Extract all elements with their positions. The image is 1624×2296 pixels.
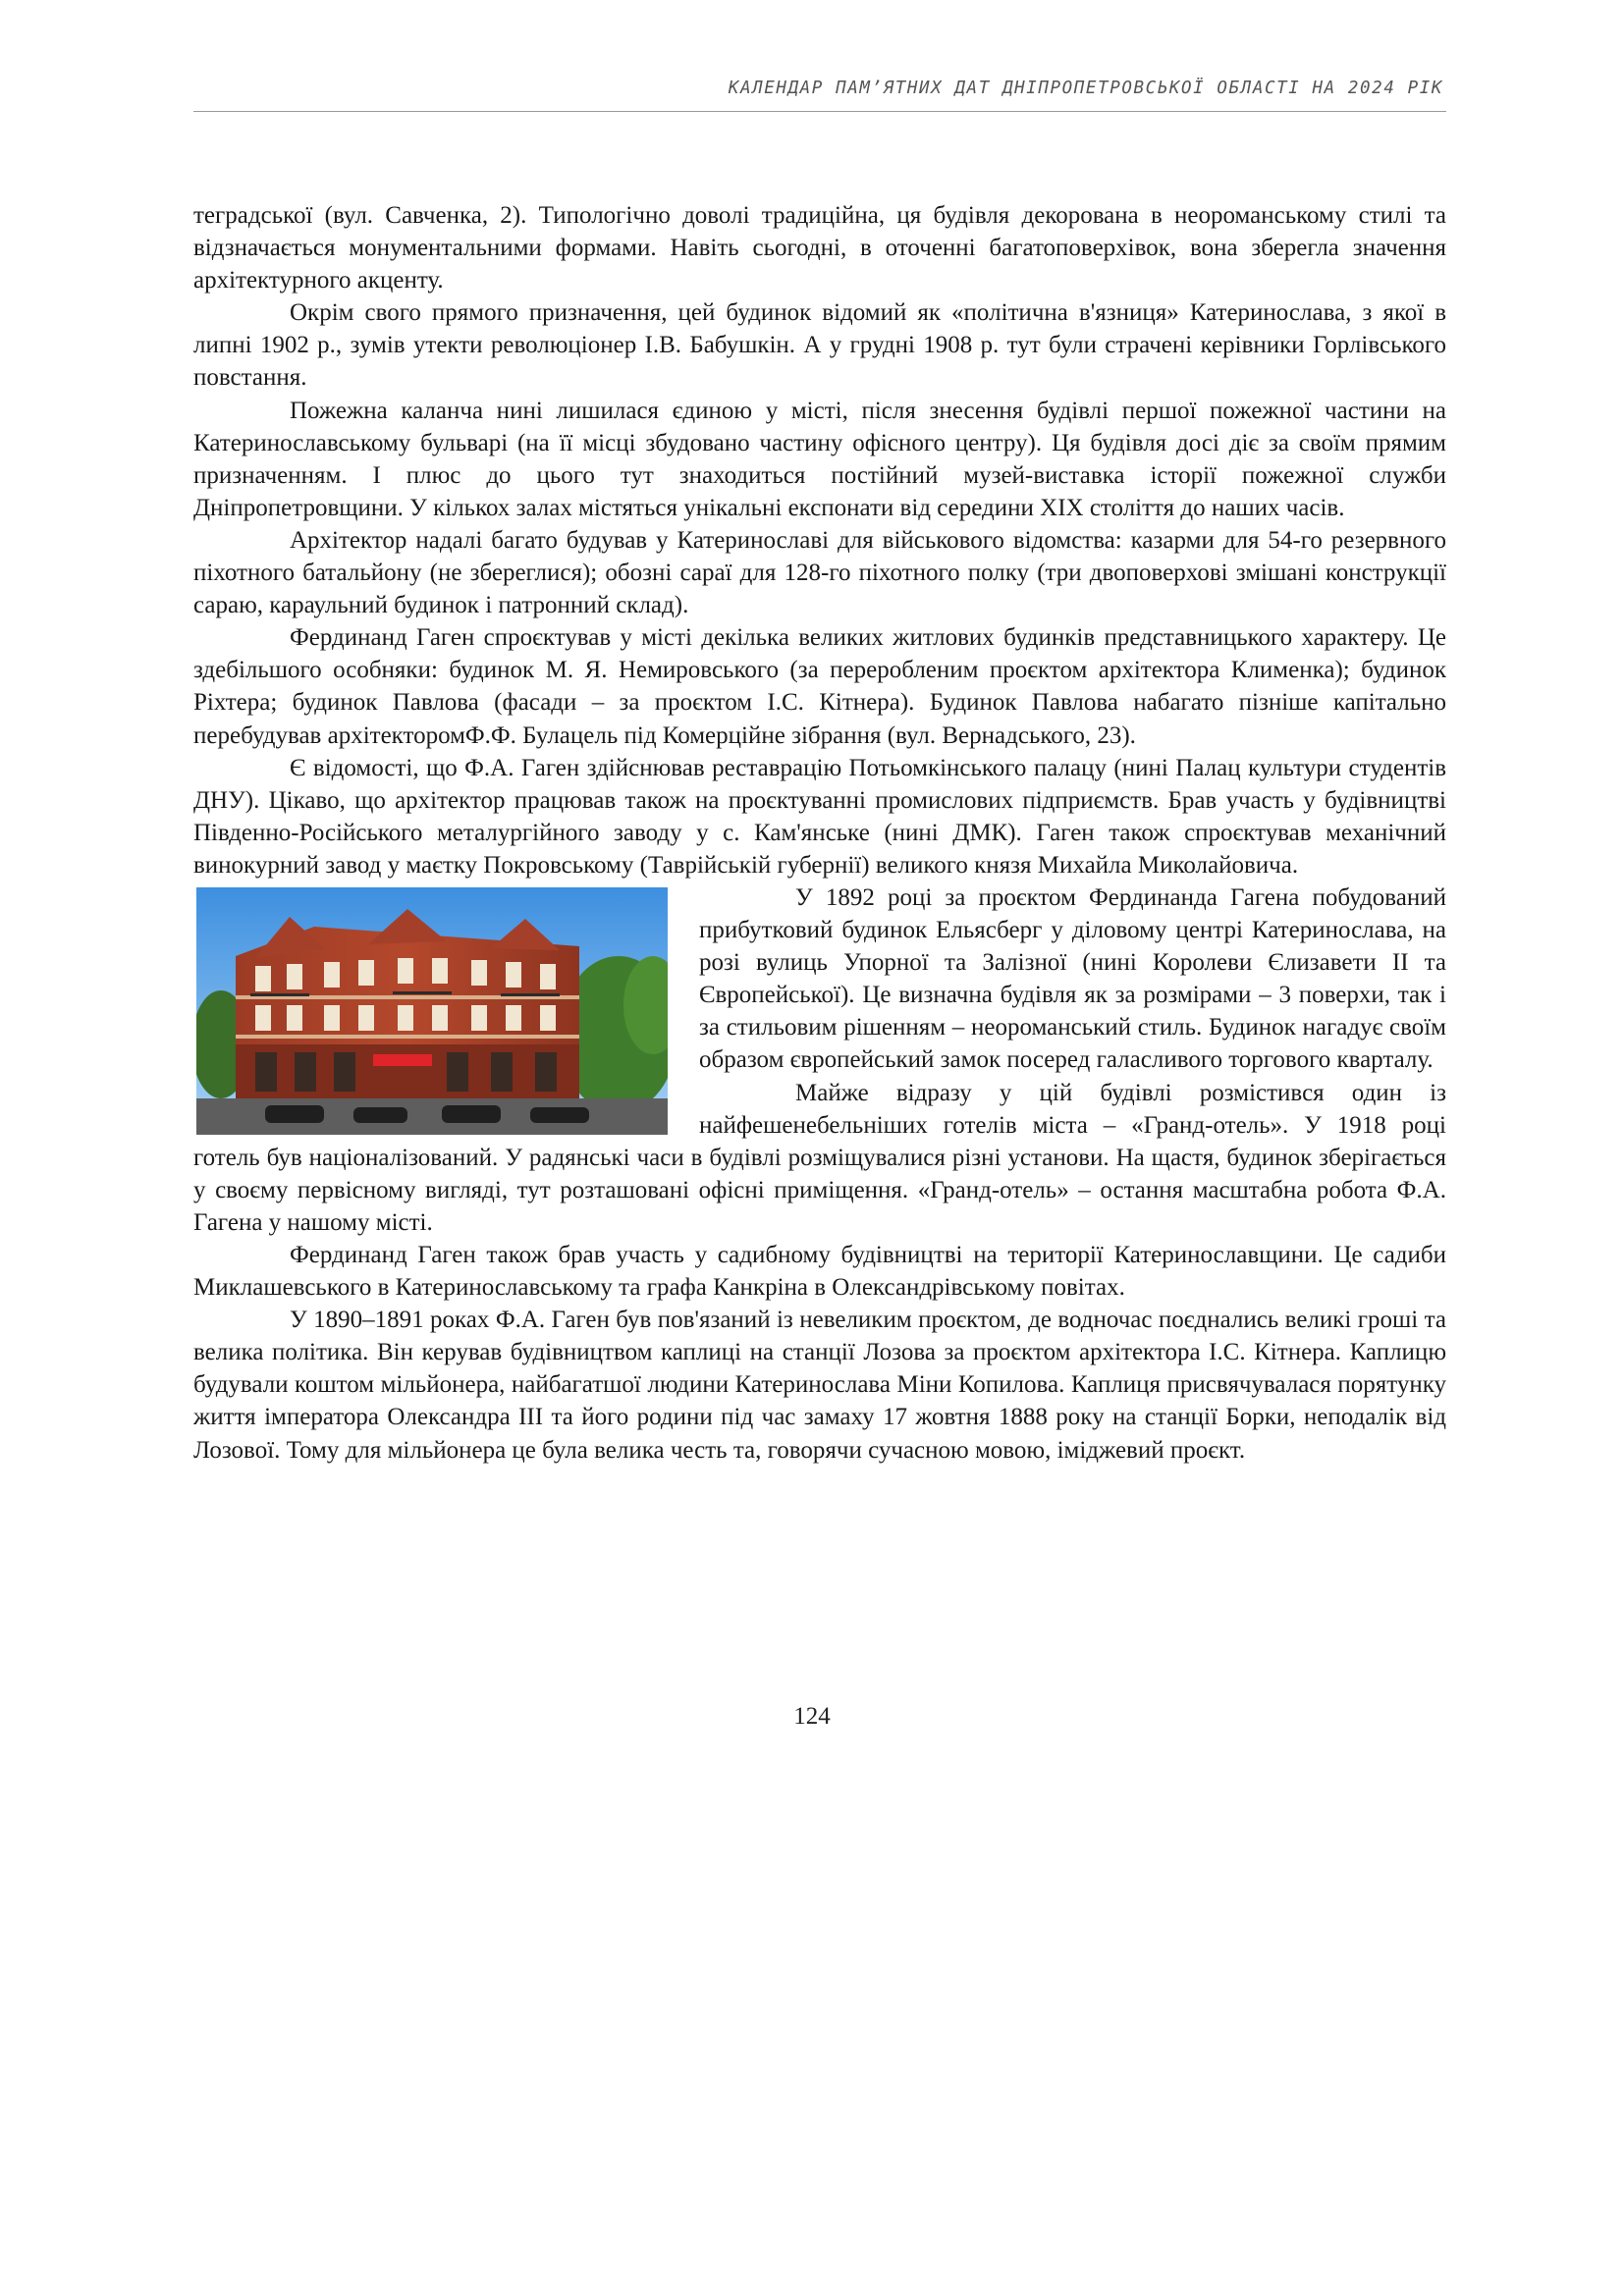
paragraph-7: У 1892 році за проєктом Фердинанда Гагена побудований прибутковий будинок Ельясберг у діловому центрі Катеринослава, на розі вулиць Упорної та Залізної (нині Королеви Єлизавети ІІ та Європейської). Це визначна будівля як за розмірами – 3 поверхи, так і за стильовим рішенням – неороманський стиль. Будинок нагадує своїм образом європейський замок посеред галасливого торгового кварталу. (699, 883, 1446, 1074)
paragraph-6: Є відомості, що Ф.А. Гаген здійснював реставрацію Потьомкінського палацу (нині Палац культури студентів ДНУ). Цікаво, що архітектор працював також на проєктуванні промислових підприємств. Брав участь у будівництві Південно-Російського металургійного заводу у с. Кам'янське (нині ДМК). Гаген також спроєктував механічний винокурний завод у маєтку Покровському (Таврійській губернії) великого князя Михайла Миколайовича. (193, 754, 1446, 879)
body-text (193, 199, 1446, 1467)
paragraph-5: Фердинанд Гаген спроєктував у місті декілька великих житлових будинків представницького характеру. Це здебільшого особняки: будинок М. Я. Немировського (за переробленим проєктом архітектора Клименка); будинок Ріхтера; будинок Павлова (фасади – за проєктом І.С. Кітнера). Будинок Павлова набагато пізніше капітально перебудував архітекторомФ.Ф. Булацель під Комерційне зібрання (вул. Вернадського, 23). (193, 624, 1446, 749)
paragraph-2: Окрім свого прямого призначення, цей будинок відомий як «політична в'язниця» Катеринослава, з якої в липні 1902 р., зумів утекти революціонер І.В. Бабушкін. А у грудні 1908 р. тут були страчені керівники Горлівського повстання. (193, 299, 1446, 392)
page-number: 124 (793, 1703, 831, 1730)
paragraph-8: Майже відразу у цій будівлі розмістився один із найфешенебельніших готелів міста – «Гранд-отель». У 1918 році готель був націоналізований. У радянські часи в будівлі розміщувалися різні установи. На щастя, будинок зберігається у своєму первісному вигляді, тут розташовані офісні приміщення. «Гранд-отель» – остання масштабна робота Ф.А. Гагена у нашому місті. (193, 1079, 1446, 1236)
paragraph-9: Фердинанд Гаген також брав участь у садибному будівництві на території Катеринославщини. Це садиби Миклашевського в Катеринославському та графа Канкріна в Олександрівському повітах. (193, 1242, 1446, 1302)
header-rule (193, 111, 1446, 112)
paragraph-1: теградської (вул. Савченка, 2). Типологічно доволі традиційна, ця будівля декорована в неороманському стилі та відзначається монументальними формами. Навіть сьогодні, в оточенні багатоповерхівок, вона зберегла значення архітектурного акценту. (193, 202, 1446, 294)
paragraph-3: Пожежна каланча нині лишилася єдиною у місті, після знесення будівлі першої пожежної частини на Катеринославському бульварі (на її місці збудовано частину офісного центру). Ця будівля досі діє за своїм прямим призначенням. І плюс до цього тут знаходиться постійний музей-виставка історії пожежної служби Дніпропетровщини. У кількох залах містяться унікальні експонати від середини XIX століття до наших часів. (193, 397, 1446, 521)
building-photo (196, 887, 668, 1135)
paragraph-10: У 1890–1891 роках Ф.А. Гаген був пов'язаний із невеликим проєктом, де водночас поєднались великі гроші та велика політика. Він керував будівництвом каплиці на станції Лозова за проєктом архітектора І.С. Кітнера. Каплицю будували коштом мільйонера, найбагатшої людини Катеринослава Міни Копилова. Каплиця присвячувалася порятунку життя імператора Олександра ІІІ та його родини під час замаху 17 жовтня 1888 року на станції Борки, неподалік від Лозової. Тому для мільйонера це була велика честь та, говорячи сучасною мовою, іміджевий проєкт. (193, 1307, 1446, 1464)
running-header: КАЛЕНДАР ПАМ’ЯТНИХ ДАТ ДНІПРОПЕТРОВСЬКОЇ ОБЛАСТІ НА 2024 РІК (728, 79, 1443, 98)
building-photo-art (196, 887, 668, 1135)
paragraph-4: Архітектор надалі багато будував у Катеринославі для військового відомства: казарми для 54-го резервного піхотного батальйону (не збереглися); обозні сараї для 128-го піхотного полку (три двоповерхові змішані конструкції сараю, караульний будинок і патронний склад). (193, 526, 1446, 619)
